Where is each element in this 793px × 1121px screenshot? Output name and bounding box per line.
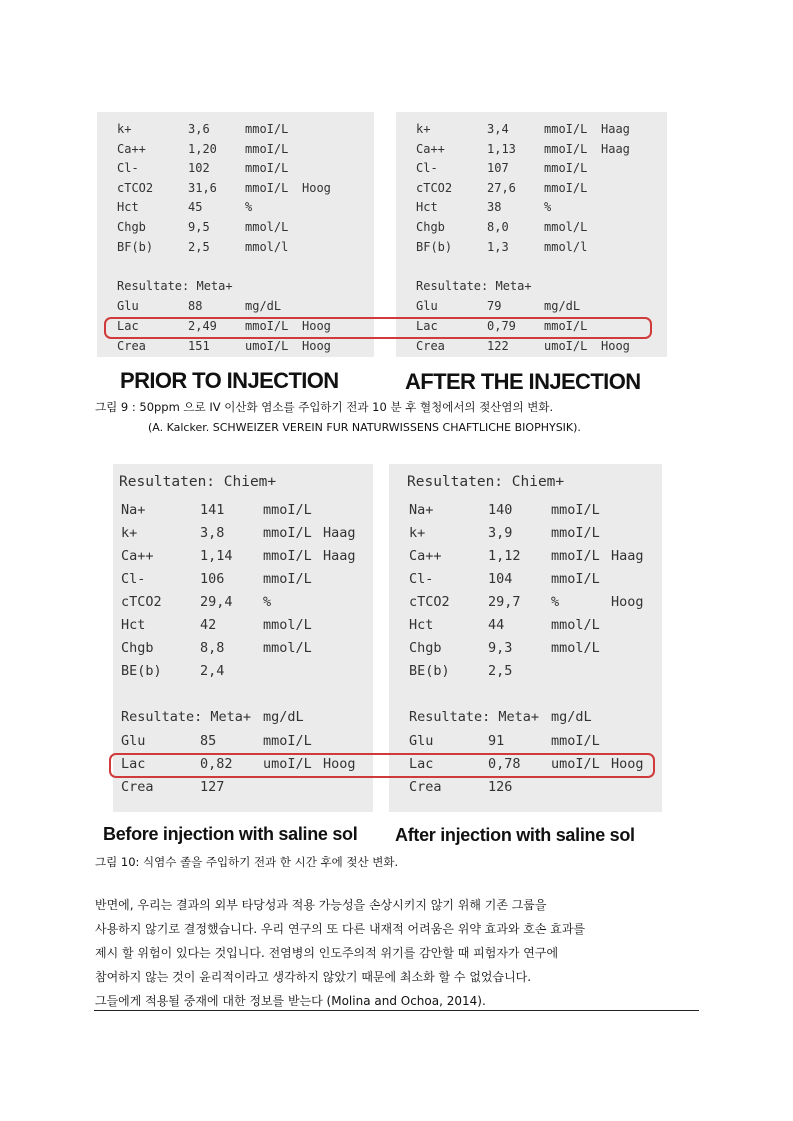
fig9-right-row-cell: mmoI/L <box>544 161 588 176</box>
fig9-right-result-row-cell: 0,79 <box>487 319 516 333</box>
fig10-left-row-cell: 29,4 <box>200 594 233 610</box>
fig10-left-row-cell: mmoI/L <box>263 502 312 518</box>
fig10-right-row-cell: 9,3 <box>488 640 513 656</box>
fig9-right-result-row-cell: Lac <box>416 319 438 333</box>
fig9-right-row-cell: Ca++ <box>416 141 445 156</box>
fig9-left-row-cell: mmoI/L <box>245 122 289 136</box>
fig9-left-row-cell: 31,6 <box>188 180 217 195</box>
fig9-left-row-cell: Ca++ <box>117 141 146 156</box>
fig10-left-row-cell: 8,8 <box>200 640 225 656</box>
paragraph-line-1: 반면에, 우리는 결과의 외부 타당성과 적용 가능성을 손상시키지 않기 위해 기존 그룹을 <box>95 898 547 912</box>
paragraph-line-5: 그들에게 적용될 중재에 대한 정보를 받는다 (Molina and Ochoa, 2014). <box>95 994 486 1008</box>
fig10-left-result-row-cell: Glu <box>121 733 146 749</box>
fig10-right-row-cell: Cl- <box>409 571 434 587</box>
fig9-left-row-cell: cTCO2 <box>117 180 154 195</box>
fig10-right-row-cell: mmoI/L <box>551 548 600 564</box>
fig9-left-row-cell: Hct <box>117 200 139 215</box>
fig10-right-row-cell: 104 <box>488 571 513 587</box>
fig9-right-row-cell: 38 <box>487 200 502 215</box>
fig9-right-section-title: Resultate: Meta+ <box>416 279 532 293</box>
fig9-right-row-cell: BF(b) <box>416 239 453 254</box>
fig9-left-result-row-cell: Hoog <box>302 319 331 333</box>
fig9-left-result-row-cell: 151 <box>188 339 210 353</box>
fig10-right-row-cell: mmoI/L <box>551 525 600 541</box>
fig9-left-row-cell: k+ <box>117 122 132 136</box>
fig9-right-row-cell: Hct <box>416 200 438 215</box>
fig9-left-result-row-cell: mmoI/L <box>245 319 289 333</box>
paragraph-line-2: 사용하지 않기로 결정했습니다. 우리 연구의 또 다른 내재적 어려움은 위약 효과와 호손 효과를 <box>95 922 586 936</box>
fig10-right-result-row-cell: Lac <box>409 756 434 772</box>
fig10-label-after: After injection with saline sol <box>395 825 635 845</box>
fig9-left-row-cell: mmoI/L <box>245 180 289 195</box>
fig10-left-row-cell: Na+ <box>121 502 146 518</box>
fig9-left-row-cell: mmol/l <box>245 239 289 254</box>
fig9-left-row-cell: % <box>245 200 253 215</box>
fig9-left-result-row-cell: Hoog <box>302 339 331 353</box>
fig10-left-row-cell: mmoI/L <box>263 571 312 587</box>
fig9-caption: 그림 9 : 50ppm 으로 IV 이산화 염소를 주입하기 전과 10 분 후 혈청에서의 젖산염의 변화. <box>95 400 554 414</box>
fig10-right-row-cell: Na+ <box>409 502 434 518</box>
fig10-left-result-row-cell: Crea <box>121 779 154 795</box>
fig10-left-row-cell: 2,4 <box>200 663 225 679</box>
fig10-left-result-row-cell: mmoI/L <box>263 733 312 749</box>
fig9-right-row-cell: Chgb <box>416 220 445 234</box>
fig10-caption: 그림 10: 식염수 졸을 주입하기 전과 한 시간 후에 젖산 변화. <box>95 855 399 869</box>
fig10-left-result-row-cell: umoI/L <box>263 756 312 772</box>
fig10-left-row-cell: Haag <box>323 548 356 564</box>
fig9-left-section-title: Resultate: Meta+ <box>117 279 233 293</box>
fig9-right-row-cell: 1,13 <box>487 141 516 156</box>
fig10-left-result-row-cell: 85 <box>200 733 217 749</box>
fig9-left-row-cell: Cl- <box>117 161 139 176</box>
fig9-right-row-cell: % <box>544 200 552 215</box>
fig10-right-row-cell: Haag <box>611 548 644 564</box>
fig10-right-row-cell: mmoI/L <box>551 571 600 587</box>
fig9-left-row-cell: BF(b) <box>117 239 154 254</box>
fig10-left-section-unit: mg/dL <box>263 709 304 725</box>
fig9-left-row-cell: 3,6 <box>188 122 210 136</box>
fig9-right-row-cell: mmol/L <box>544 220 588 234</box>
fig10-left-result-row-cell: Lac <box>121 756 146 772</box>
paragraph-line-3: 제시 할 위험이 있다는 것입니다. 전염병의 인도주의적 위기를 감안할 때 피험자가 연구에 <box>95 946 559 960</box>
fig10-left-row-cell: mmoI/L <box>263 548 312 564</box>
fig10-right-row-cell: Chgb <box>409 640 442 656</box>
fig10-right-row-cell: 2,5 <box>488 663 513 679</box>
fig10-right-row-cell: Hct <box>409 617 434 633</box>
fig10-left-row-cell: 141 <box>200 502 225 518</box>
fig9-right-row-cell: 8,0 <box>487 220 509 234</box>
fig10-right-result-row-cell: Hoog <box>611 756 644 772</box>
fig10-left-row-cell: Hct <box>121 617 146 633</box>
fig10-lac-highlight <box>109 753 655 778</box>
fig9-right-result-row-cell: Crea <box>416 339 445 353</box>
fig9-left-row-cell: 102 <box>188 161 210 176</box>
fig9-right-row-cell: mmoI/L <box>544 122 588 136</box>
fig10-right-result-row-cell: 126 <box>488 779 513 795</box>
fig9-label-prior: PRIOR TO INJECTION <box>120 368 339 393</box>
fig10-right-result-row-cell: mmoI/L <box>551 733 600 749</box>
fig10-right-row-cell: mmol/L <box>551 617 600 633</box>
fig9-left-row-cell: Chgb <box>117 220 146 234</box>
fig10-right-section-title: Resultate: Meta+ <box>409 709 540 725</box>
fig10-left-row-cell: cTCO2 <box>121 594 162 610</box>
fig10-right-section-unit: mg/dL <box>551 709 592 725</box>
fig10-right-row-cell: 3,9 <box>488 525 513 541</box>
fig10-right-row-cell: k+ <box>409 525 426 541</box>
fig9-left-row-cell: 9,5 <box>188 220 210 234</box>
fig10-right-row-cell: mmol/L <box>551 640 600 656</box>
fig9-right-row-cell: Haag <box>601 122 630 136</box>
fig10-left-row-cell: Ca++ <box>121 548 154 564</box>
fig9-right-result-row-cell: Hoog <box>601 339 630 353</box>
fig9-right-result-row-cell: 122 <box>487 339 509 353</box>
fig9-right-row-cell: mmol/l <box>544 239 588 254</box>
fig9-left-row-cell: 1,20 <box>188 141 217 156</box>
divider-line <box>94 1010 699 1011</box>
fig9-left-row-cell: 45 <box>188 200 203 215</box>
fig10-left-result-row-cell: Hoog <box>323 756 356 772</box>
fig10-left-row-cell: BE(b) <box>121 663 162 679</box>
fig10-left-row-cell: 3,8 <box>200 525 225 541</box>
fig9-right-result-row-cell: mmoI/L <box>544 319 588 333</box>
fig10-right-row-cell: BE(b) <box>409 663 450 679</box>
fig10-left-row-cell: k+ <box>121 525 138 541</box>
fig9-left-result-row-cell: Lac <box>117 319 139 333</box>
fig10-left-result-row-cell: 127 <box>200 779 225 795</box>
fig9-left-result-row-cell: Glu <box>117 299 139 313</box>
fig9-right-result-row-cell: Glu <box>416 299 438 313</box>
fig10-right-row-cell: Hoog <box>611 594 644 610</box>
fig10-right-row-cell: mmoI/L <box>551 502 600 518</box>
fig10-left-row-cell: mmol/L <box>263 617 312 633</box>
fig10-left-title: Resultaten: Chiem+ <box>119 474 277 490</box>
fig10-left-result-row-cell: 0,82 <box>200 756 233 772</box>
fig10-left-row-cell: 106 <box>200 571 225 587</box>
fig9-lac-highlight <box>104 317 652 339</box>
fig9-left-result-row-cell: 2,49 <box>188 319 217 333</box>
fig10-left-row-cell: 1,14 <box>200 548 233 564</box>
fig10-left-row-cell: mmol/L <box>263 640 312 656</box>
fig9-right-row-cell: Haag <box>601 141 630 156</box>
fig10-right-row-cell: cTCO2 <box>409 594 450 610</box>
paragraph-line-4: 참여하지 않는 것이 윤리적이라고 생각하지 않았기 때문에 최소화 할 수 없었습니다. <box>95 970 532 984</box>
fig10-right-result-row-cell: umoI/L <box>551 756 600 772</box>
fig10-right-result-row-cell: Glu <box>409 733 434 749</box>
fig9-left-row-cell: 2,5 <box>188 239 210 254</box>
fig10-left-row-cell: % <box>263 594 272 610</box>
fig9-label-after: AFTER THE INJECTION <box>405 369 641 394</box>
fig9-left-row-cell: mmol/L <box>245 220 289 234</box>
fig9-right-row-cell: mmoI/L <box>544 180 588 195</box>
fig9-left-result-row-cell: Crea <box>117 339 146 353</box>
fig9-right-row-cell: mmoI/L <box>544 141 588 156</box>
fig10-right-row-cell: 1,12 <box>488 548 521 564</box>
fig10-right-result-row-cell: 91 <box>488 733 505 749</box>
fig9-left-result-row-cell: mg/dL <box>245 299 282 313</box>
fig10-right-title: Resultaten: Chiem+ <box>407 474 565 490</box>
fig9-left-row-cell: mmoI/L <box>245 161 289 176</box>
fig10-right-row-cell: % <box>551 594 560 610</box>
fig10-left-row-cell: 42 <box>200 617 217 633</box>
fig10-right-result-row-cell: Crea <box>409 779 442 795</box>
fig10-left-row-cell: Cl- <box>121 571 146 587</box>
fig9-right-result-row-cell: umoI/L <box>544 339 588 353</box>
fig9-right-result-row-cell: 79 <box>487 299 502 313</box>
fig10-left-row-cell: Chgb <box>121 640 154 656</box>
fig9-right-row-cell: 27,6 <box>487 180 516 195</box>
fig9-right-row-cell: 1,3 <box>487 239 509 254</box>
fig9-right-row-cell: 3,4 <box>487 122 509 136</box>
fig10-left-row-cell: Haag <box>323 525 356 541</box>
fig9-right-row-cell: k+ <box>416 122 431 136</box>
fig9-left-row-cell: mmoI/L <box>245 141 289 156</box>
fig10-right-row-cell: 29,7 <box>488 594 521 610</box>
fig9-right-row-cell: cTCO2 <box>416 180 453 195</box>
fig9-left-row-cell: Hoog <box>302 180 331 195</box>
fig10-right-row-cell: 140 <box>488 502 513 518</box>
fig9-left-result-row-cell: 88 <box>188 299 203 313</box>
fig9-right-row-cell: Cl- <box>416 161 438 176</box>
fig10-right-result-row-cell: 0,78 <box>488 756 521 772</box>
fig10-label-before: Before injection with saline sol <box>103 824 358 844</box>
fig10-left-section-title: Resultate: Meta+ <box>121 709 252 725</box>
fig10-right-row-cell: 44 <box>488 617 505 633</box>
fig9-right-row-cell: 107 <box>487 161 509 176</box>
fig10-right-row-cell: Ca++ <box>409 548 442 564</box>
fig9-left-result-row-cell: umoI/L <box>245 339 289 353</box>
fig10-left-row-cell: mmoI/L <box>263 525 312 541</box>
fig9-source: (A. Kalcker. SCHWEIZER VEREIN FUR NATURWISSENS CHAFTLICHE BIOPHYSIK). <box>148 421 581 434</box>
fig9-right-result-row-cell: mg/dL <box>544 299 581 313</box>
